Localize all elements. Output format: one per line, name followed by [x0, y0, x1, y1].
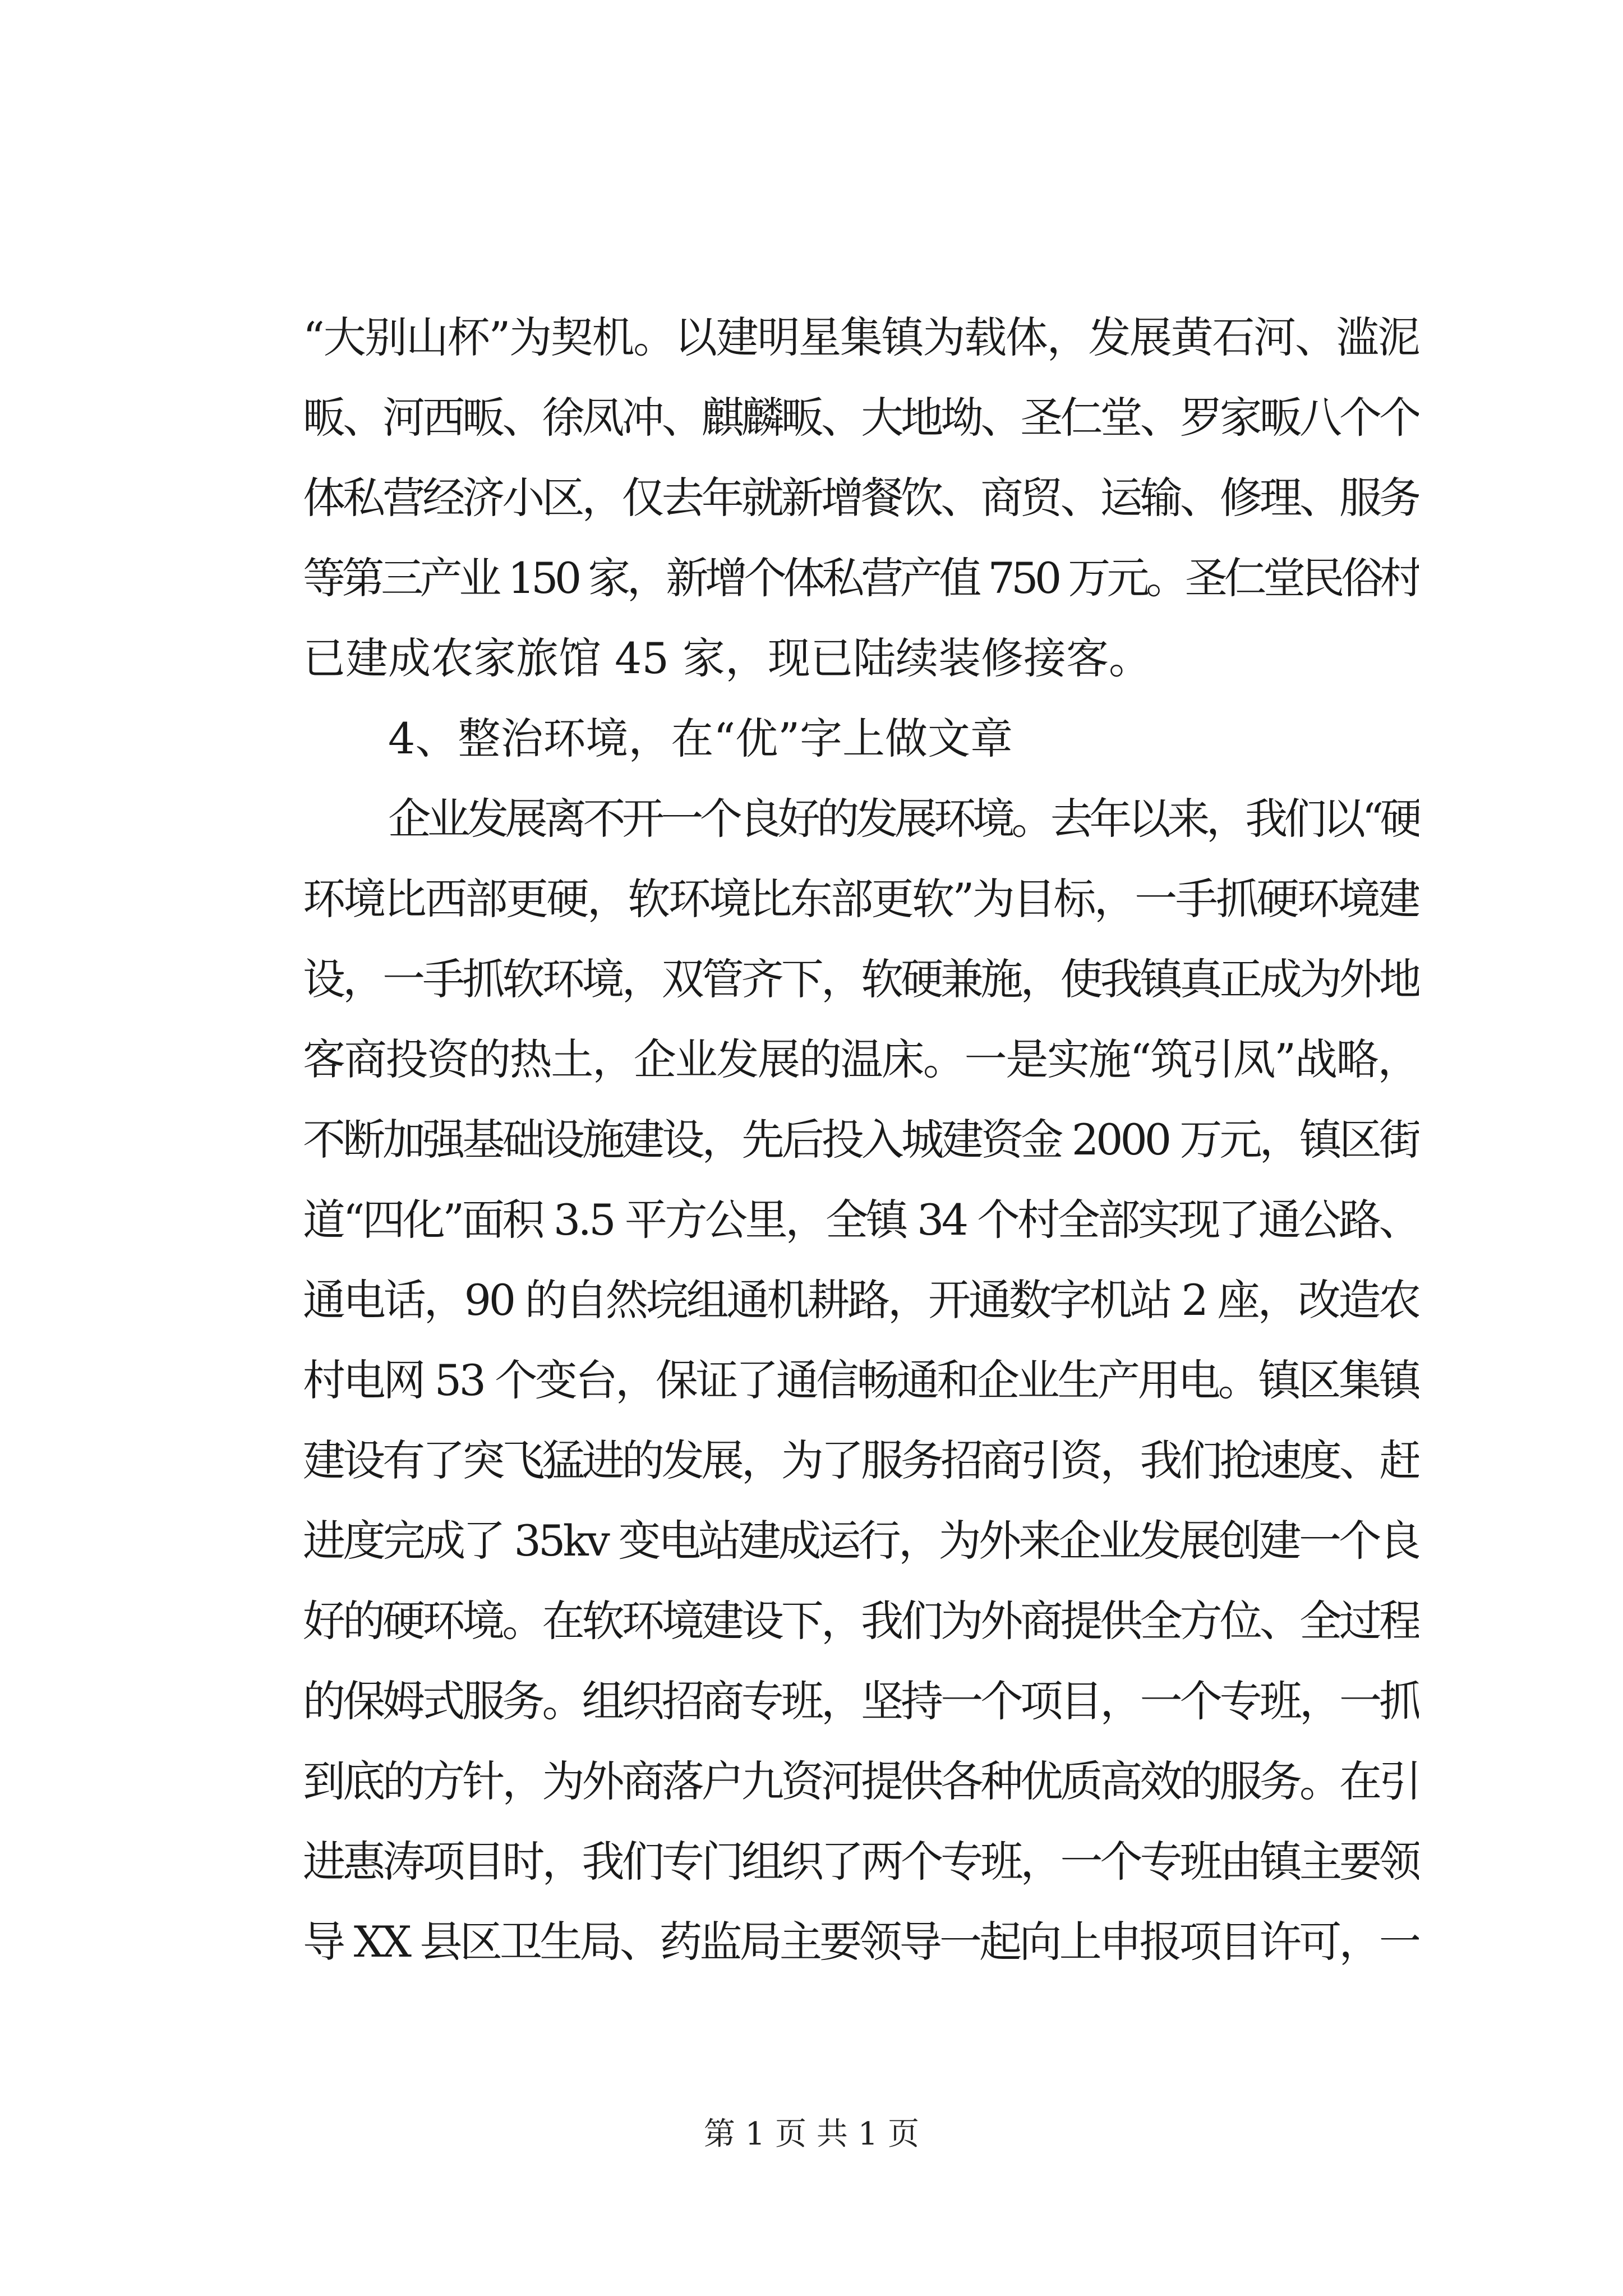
- text-line-content: 的保姆式服务。组织招商专班，坚持一个项目，一个专班，一抓: [303, 1676, 1419, 1726]
- text-line-content: 村电网 53 个变台，保证了通信畅通和企业生产用电。镇区集镇: [303, 1355, 1419, 1405]
- text-line: [303, 1902, 1419, 1982]
- text-line: [303, 859, 1419, 939]
- text-line: [303, 618, 1419, 698]
- text-line: [303, 1741, 1419, 1821]
- text-line: [303, 1821, 1419, 1902]
- text-line: [303, 698, 1419, 779]
- page-footer: 第 1 页 共 1 页: [703, 2116, 920, 2152]
- text-line: [303, 538, 1419, 618]
- text-line: [303, 1180, 1419, 1260]
- text-line-content: 进惠涛项目时，我们专门组织了两个专班，一个专班由镇主要领: [303, 1837, 1419, 1887]
- text-line-content: 4、整治环境，在“优”字上做文章: [388, 714, 1013, 763]
- text-line: [303, 1019, 1419, 1099]
- text-line: [303, 1099, 1419, 1180]
- text-line-content: 不断加强基础设施建设，先后投入城建资金 2000 万元，镇区街: [303, 1115, 1419, 1165]
- text-line-content: 设，一手抓软环境，双管齐下，软硬兼施，使我镇真正成为外地: [303, 954, 1419, 1004]
- text-line: [303, 1661, 1419, 1741]
- text-line: [303, 939, 1419, 1019]
- text-line: [303, 1581, 1419, 1661]
- document-body: [303, 297, 1419, 1982]
- text-line-content: 进度完成了 35kv 变电站建成运行，为外来企业发展创建一个良: [303, 1516, 1419, 1566]
- text-line-content: “大别山杯”为契机。以建明星集镇为载体，发展黄石河、滥泥: [303, 312, 1419, 362]
- text-line-content: 到底的方针，为外商落户九资河提供各种优质高效的服务。在引: [303, 1756, 1419, 1806]
- text-line-content: 好的硬环境。在软环境建设下，我们为外商提供全方位、全过程: [303, 1596, 1419, 1646]
- text-line-content: 企业发展离不开一个良好的发展环境。去年以来，我们以“硬: [388, 794, 1419, 844]
- text-line: [303, 1340, 1419, 1420]
- text-line: [303, 1420, 1419, 1501]
- text-line-content: 体私营经济小区，仅去年就新增餐饮、商贸、运输、修理、服务: [303, 473, 1419, 523]
- text-line: [303, 297, 1419, 378]
- text-line: [303, 458, 1419, 538]
- text-line-content: 已建成农家旅馆 45 家，现已陆续装修接客。: [303, 633, 1152, 683]
- text-line-content: 道“四化”面积 3.5 平方公里，全镇 34 个村全部实现了通公路、: [303, 1195, 1419, 1245]
- text-line: [303, 378, 1419, 458]
- text-line-content: 客商投资的热土，企业发展的温床。一是实施“筑引凤”战略，: [303, 1034, 1419, 1084]
- text-line-content: 导 XX 县区卫生局、药监局主要领导一起向上申报项目许可，一: [303, 1917, 1419, 1967]
- text-line-content: 环境比西部更硬，软环境比东部更软”为目标，一手抓硬环境建: [303, 874, 1419, 924]
- text-line-content: 畈、河西畈、徐凤冲、麒麟畈、大地坳、圣仁堂、罗家畈八个个: [303, 393, 1419, 443]
- text-line-content: 建设有了突飞猛进的发展，为了服务招商引资，我们抢速度、赶: [303, 1435, 1419, 1485]
- text-line-content: 通电话，90 的自然垸组通机耕路，开通数字机站 2 座，改造农: [303, 1275, 1419, 1325]
- text-line: [303, 1260, 1419, 1340]
- text-line: [303, 779, 1419, 859]
- text-line: [303, 1501, 1419, 1581]
- text-line-content: 等第三产业 150 家，新增个体私营产值 750 万元。圣仁堂民俗村: [303, 553, 1419, 603]
